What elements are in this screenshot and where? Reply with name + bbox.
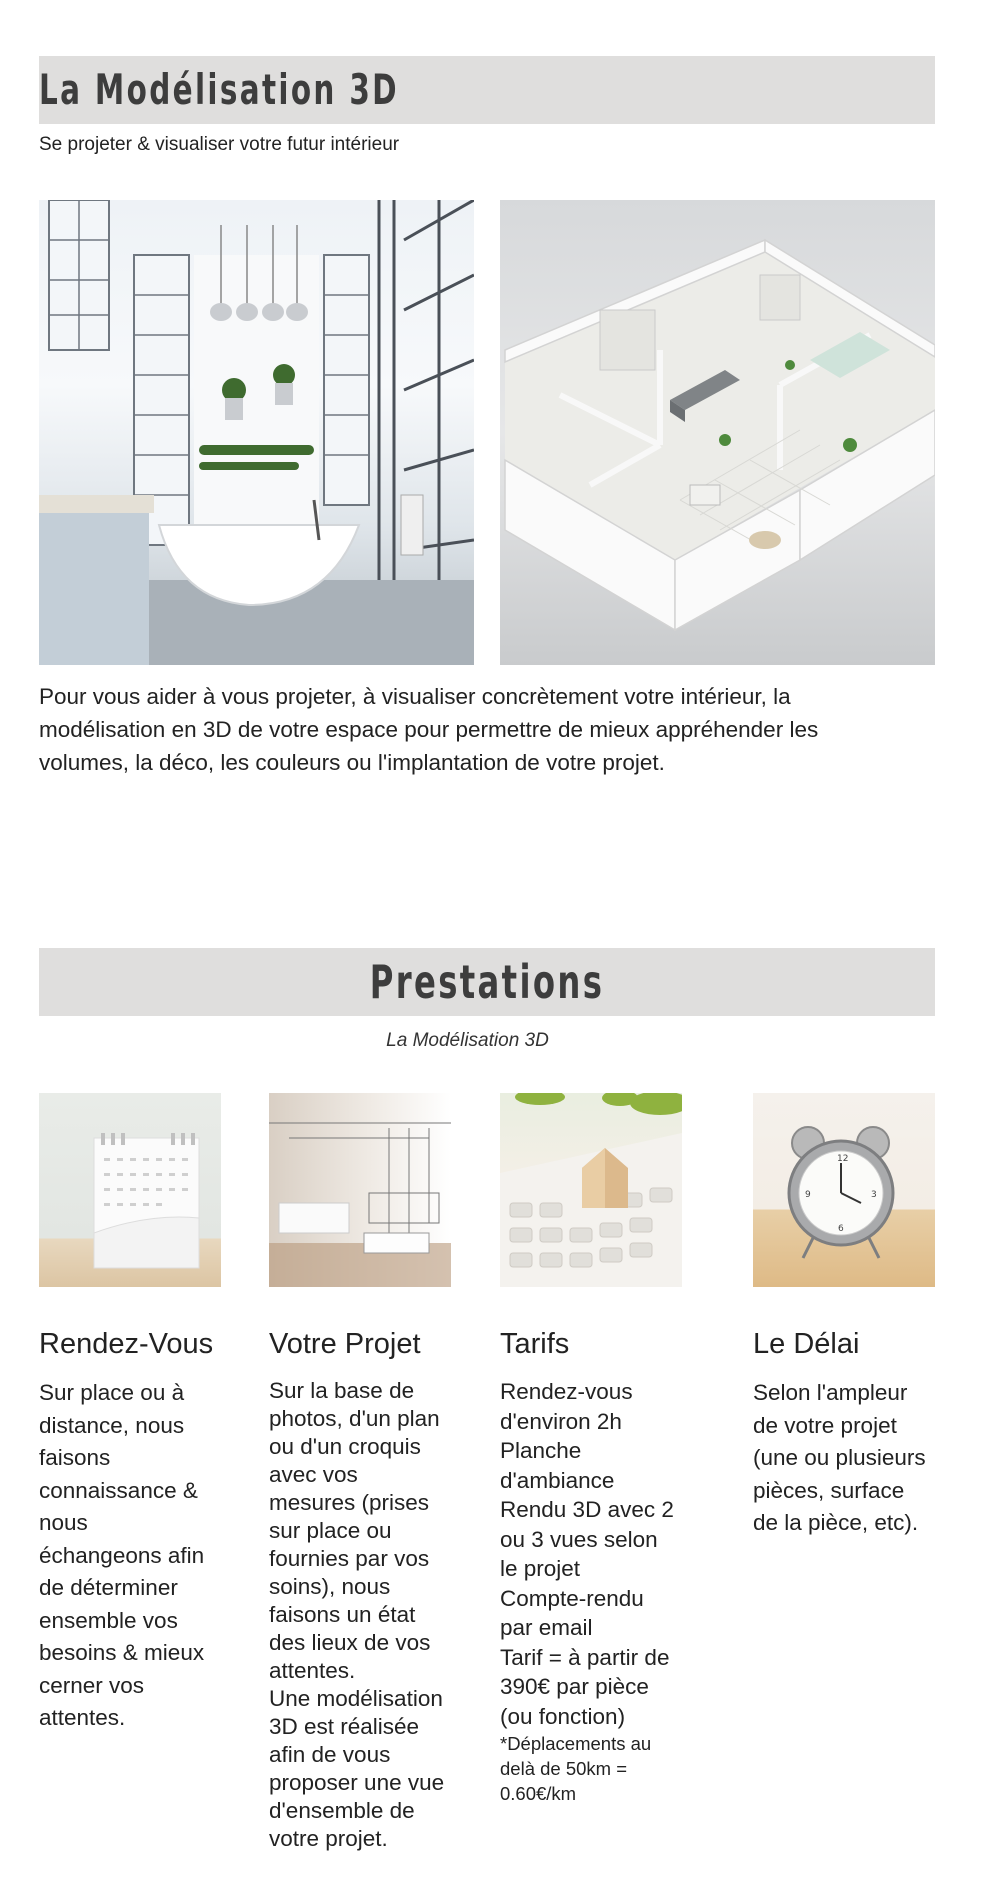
svg-text:9: 9 — [805, 1190, 811, 1200]
card-title-votre-projet: Votre Projet — [269, 1328, 421, 1360]
card-title-le-delai: Le Délai — [753, 1328, 860, 1360]
calculator-house-image — [500, 1093, 682, 1287]
svg-text:12: 12 — [837, 1154, 849, 1164]
card-text-le-delai: Selon l'ampleur de votre projet (une ou plusieurs pièces, surface de la pièce, etc). — [753, 1380, 926, 1535]
travel-fee-note: *Déplacements au delà de 50km = 0.60€/km — [500, 1733, 652, 1804]
title-band — [39, 56, 935, 124]
card-text-rendez-vous: Sur place ou à distance, nous faisons connaissance & nous échangeons afin de déterminer ensemble vos besoins & mieux cerner vos attentes. — [39, 1380, 205, 1730]
alarm-clock-image — [753, 1093, 935, 1287]
card-text-tarifs: Rendez-vous d'environ 2h Planche d'ambiance Rendu 3D avec 2 ou 3 vues selon le projet Compte-rendu par email Tarif = à partir de 390€ par pièce (ou fonction) *Déplacements au delà de 50km = 0.60€/km — [500, 1377, 685, 1806]
page-subtitle: Se projeter & visualiser votre futur intérieur — [39, 134, 400, 155]
intro-paragraph: Pour vous aider à vous projeter, à visualiser concrètement votre intérieur, la modélisation en 3D de votre espace pour permettre de mieux appréhender les volumes, la déco, les couleurs ou l'implantation de votre projet. — [39, 684, 819, 775]
3d-floor-plan-image — [500, 200, 935, 665]
card-title-tarifs: Tarifs — [500, 1328, 570, 1360]
card-text-votre-projet: Sur la base de photos, d'un plan ou d'un croquis avec vos mesures (prises sur place ou fournies par vos soins), nous faisons un état des lieux de vos attentes. Une modélisation 3D est réalisée afin de vous proposer une vue d'ensemble de votre projet. — [269, 1378, 445, 1851]
living-room-sketch-image — [269, 1093, 451, 1287]
prestations-subtitle: La Modélisation 3D — [386, 1030, 549, 1051]
prestations-title: Prestations — [369, 955, 605, 1009]
svg-text:6: 6 — [838, 1224, 844, 1234]
calendar-image — [39, 1093, 221, 1287]
card-title-rendez-vous: Rendez-Vous — [39, 1328, 214, 1360]
bathroom-sketch-image — [39, 200, 474, 665]
svg-text:3: 3 — [871, 1190, 877, 1200]
page-title: La Modélisation 3D — [39, 65, 399, 114]
prestations-band — [39, 948, 935, 1016]
